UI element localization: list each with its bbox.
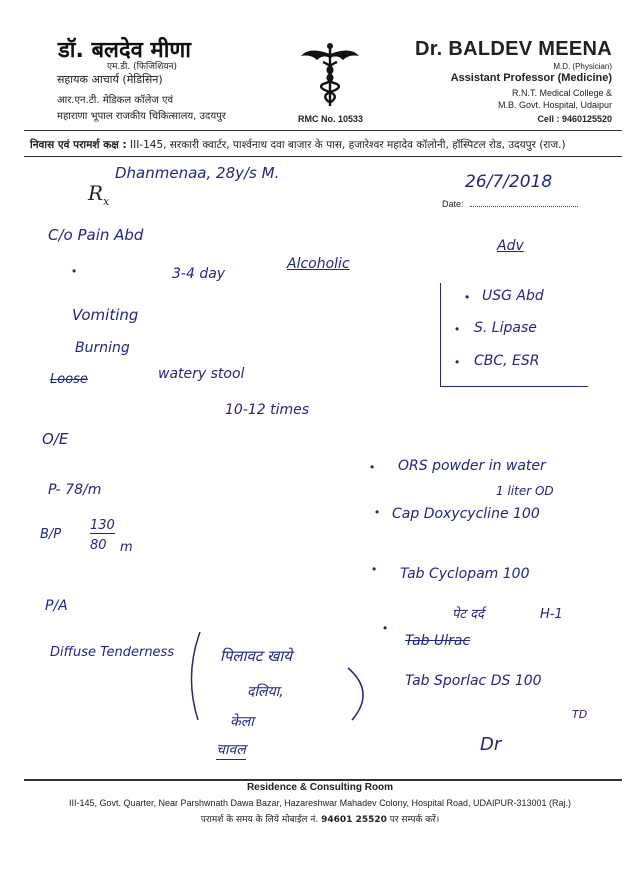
advice-item-3: CBC, ESR: [474, 353, 540, 369]
diet-note-3: केला: [230, 714, 254, 730]
college-hindi-line1: आर.एन.टी. मेडिकल कॉलेज एवं: [57, 95, 174, 106]
cell-number: Cell : 9460125520: [537, 114, 612, 124]
complaint-burning: Burning: [75, 340, 130, 356]
date-label: Date:: [442, 199, 464, 209]
pa-title: P/A: [45, 598, 68, 614]
bullet-dot: •: [455, 322, 460, 336]
medication-cyclopam-freq: H-1: [540, 607, 563, 622]
address-label: निवास एवं परामर्श कक्ष :: [30, 139, 127, 151]
complaints-title: C/o Pain Abd: [48, 226, 144, 244]
bullet-dot: •: [383, 621, 388, 635]
footer-divider: [24, 779, 622, 781]
medication-sporlac: Tab Sporlac DS 100: [405, 673, 542, 689]
bullet-dot: •: [370, 460, 375, 474]
medication-ors-dose: 1 liter OD: [496, 484, 554, 498]
address-bar: [30, 138, 620, 152]
rmc-number: RMC No. 10533: [298, 114, 364, 124]
advice-item-1: USG Abd: [482, 288, 544, 304]
oe-title: O/E: [42, 430, 69, 448]
oe-pulse: P- 78/m: [48, 482, 102, 498]
footer-title: Residence & Consulting Room: [246, 782, 394, 793]
medication-ors: ORS powder in water: [398, 458, 546, 474]
complaint-watery-stool: watery stool: [158, 366, 245, 382]
college-english-line1: R.N.T. Medical College &: [511, 88, 612, 98]
bullet-dot: •: [375, 505, 380, 519]
medication-cyclopam: Tab Cyclopam 100: [400, 566, 530, 582]
patient-line: Dhanmenaa, 28y/s M.: [115, 164, 280, 182]
advice-title: Adv: [497, 238, 524, 254]
oe-bp-unit: m: [120, 540, 133, 555]
doctor-name-hindi: डॉ. बलदेव मीणा: [58, 38, 191, 63]
diet-note-bracket: [180, 628, 380, 724]
doctor-degree-english: M.D. (Physician): [553, 62, 612, 71]
oe-bp-prefix: B/P: [40, 527, 62, 542]
advice-item-2: S. Lipase: [474, 320, 537, 336]
footer-phone: [0, 812, 640, 825]
address-text: III-145, सरकारी क्वार्टर, पार्श्वनाथ दवा बाजार के पास, हजारेश्वर महादेव कॉलोनी, हॉस्पिटल रोड, उदयपुर (राज.): [130, 139, 566, 151]
doctor-post-hindi: सहायक आचार्य (मेडिसिन): [57, 73, 163, 86]
header-divider-top: [24, 130, 622, 131]
advice-bracket-horizontal: [440, 386, 588, 387]
footer-phone-post: पर सम्पर्क करें।: [389, 815, 440, 825]
doctor-degree-hindi: एम.डी. (फिजिशियन): [107, 62, 178, 72]
complaint-duration: 3-4 day: [172, 266, 226, 282]
rx-symbol: $R_x$: [88, 181, 110, 208]
oe-bp-systolic: 130: [90, 518, 115, 533]
complaint-loose-struck: Loose: [50, 372, 88, 387]
doctor-signature: Dr: [480, 734, 502, 755]
oe-bp-diastolic: 80: [90, 538, 107, 553]
medication-ulrac-struck: Tab Ulrac: [405, 633, 471, 649]
caduceus-icon: [295, 40, 365, 110]
header-divider-bottom: [24, 156, 622, 157]
diet-note-2: दलिया,: [247, 684, 284, 700]
advice-bracket-vertical: [440, 283, 441, 387]
medication-doxycycline: Cap Doxycycline 100: [392, 506, 540, 522]
medication-cyclopam-note: पेट दर्द: [452, 607, 484, 622]
doctor-name-english: Dr. BALDEV MEENA: [414, 38, 612, 60]
footer-phone-number: 94601 25520: [321, 815, 387, 825]
bullet-dot: •: [455, 355, 460, 369]
footer-address: III-145, Govt. Quarter, Near Parshwnath Dawa Bazar, Hazareshwar Mahadev Colony, Hospital Road, UDAIPUR-313001 (Raj.): [68, 798, 572, 808]
diet-note-4: चावल: [216, 742, 246, 758]
footer-phone-pre: परामर्श के समय के लिये मोबाईल नं.: [200, 815, 319, 825]
bullet-dot: •: [465, 290, 470, 304]
medication-sporlac-freq: TD: [572, 708, 588, 721]
college-hindi-line2: महाराणा भूपाल राजकीय चिकित्सालय, उदयपुर: [57, 111, 226, 122]
complaint-frequency: 10-12 times: [225, 402, 310, 418]
date-value: 26/7/2018: [465, 172, 553, 192]
complaint-vomiting: Vomiting: [72, 306, 139, 324]
pa-tenderness: Diffuse Tenderness: [50, 645, 175, 660]
bullet-dot: •: [72, 264, 77, 278]
diet-note-1: पिलावट खाये: [220, 647, 292, 665]
bullet-dot: •: [372, 562, 377, 576]
date-line: [470, 206, 578, 207]
doctor-post-english: Assistant Professor (Medicine): [450, 72, 612, 84]
complaint-alcoholic: Alcoholic: [287, 256, 350, 272]
college-english-line2: M.B. Govt. Hospital, Udaipur: [497, 100, 612, 110]
